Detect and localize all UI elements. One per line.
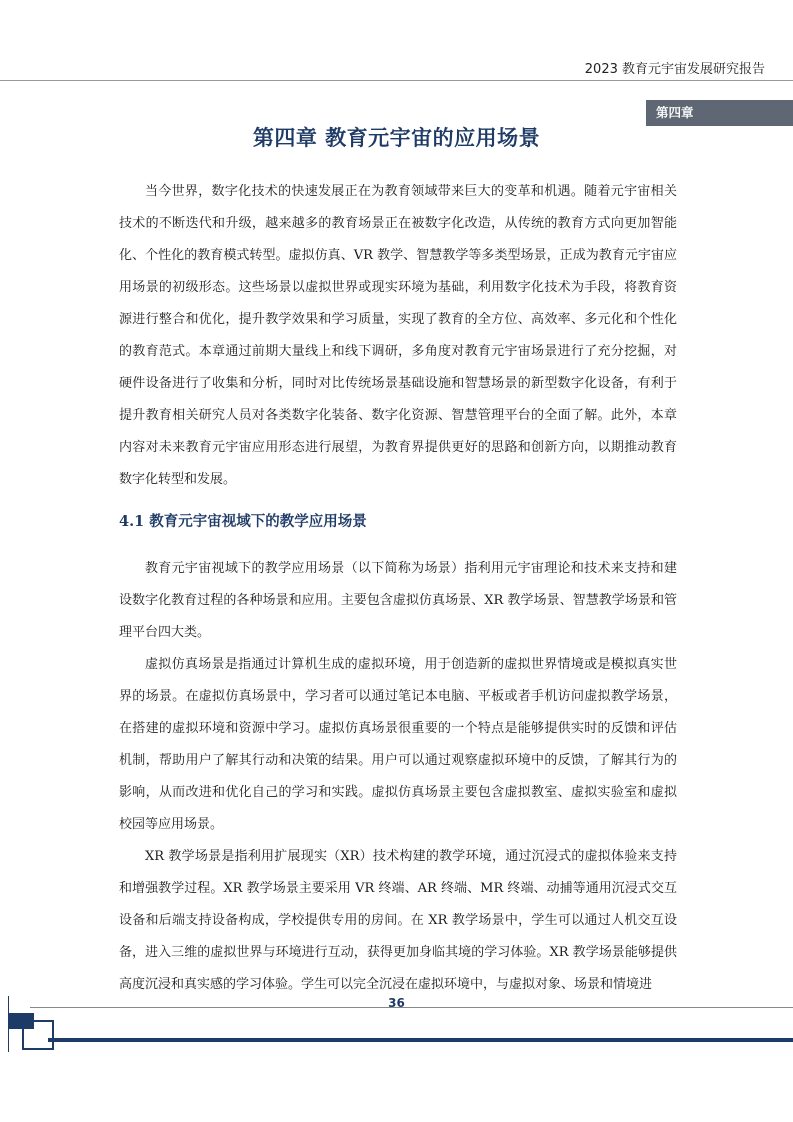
report-title: 2023 教育元宇宙发展研究报告 [584,62,765,77]
header-divider [0,80,793,81]
section-paragraph-3: XR 教学场景是指利用扩展现实（XR）技术构建的教学环境，通过沉浸式的虚拟体验来支持和增强教学过程。XR 教学场景主要采用 VR 终端、AR 终端、MR 终端、动捕等通用沉浸式交互设备和后端支持设备构成，学校提供专用的房间。在 XR 教学场景中，学生可以通过人机交互设备，进入三维的虚拟世界与环境进行互动，获得更加身临其境的学习体验。XR 教学场景能够提供高度沉浸和真实感的学习体验。学生可以完全沉浸在虚拟环境中，与虚拟对象、场景和情境进 [119,849,677,992]
section-body [119,553,677,1001]
section-paragraph-1: 教育元宇宙视域下的教学应用场景（以下简称为场景）指利用元宇宙理论和技术来支持和建设数字化教育过程的各种场景和应用。主要包含虚拟仿真场景、XR 教学场景、智慧教学场景和管理平台四大类。 [119,561,677,640]
chapter-title: 第四章 教育元宇宙的应用场景 [252,126,541,150]
chapter-intro [119,176,677,496]
page-number: 36 [388,996,405,1010]
footer-decoration-frame [22,1020,54,1050]
footer-bar [48,1038,793,1042]
section-heading: 4.1 教育元宇宙视域下的教学应用场景 [119,513,367,530]
chapter-tab: 第四章 [646,100,793,126]
intro-paragraph: 当今世界，数字化技术的快速发展正在为教育领域带来巨大的变革和机遇。随着元宇宙相关技术的不断迭代和升级，越来越多的教育场景正在被数字化改造，从传统的教育方式向更加智能化、个性化的教育模式转型。虚拟仿真、VR 教学、智慧教学等多类型场景，正成为教育元宇宙应用场景的初级形态。这些场景以虚拟世界或现实环境为基础，利用数字化技术为手段，将教育资源进行整合和优化，提升教学效果和学习质量，实现了教育的全方位、高效率、多元化和个性化的教育范式。本章通过前期大量线上和线下调研，多角度对教育元宇宙场景进行了充分挖掘，对硬件设备进行了收集和分析，同时对比传统场景基础设施和智慧场景的新型数字化设备，有利于提升教育相关研究人员对各类数字化装备、数字化资源、智慧管理平台的全面了解。此外，本章内容对未来教育元宇宙应用形态进行展望，为教育界提供更好的思路和创新方向，以期推动教育数字化转型和发展。 [119,184,677,487]
section-paragraph-2: 虚拟仿真场景是指通过计算机生成的虚拟环境，用于创造新的虚拟世界情境或是模拟真实世界的场景。在虚拟仿真场景中，学习者可以通过笔记本电脑、平板或者手机访问虚拟教学场景，在搭建的虚拟环境和资源中学习。虚拟仿真场景很重要的一个特点是能够提供实时的反馈和评估机制，帮助用户了解其行动和决策的结果。用户可以通过观察虚拟环境中的反馈，了解其行为的影响，从而改进和优化自己的学习和实践。虚拟仿真场景主要包含虚拟教室、虚拟实验室和虚拟校园等应用场景。 [119,657,677,832]
